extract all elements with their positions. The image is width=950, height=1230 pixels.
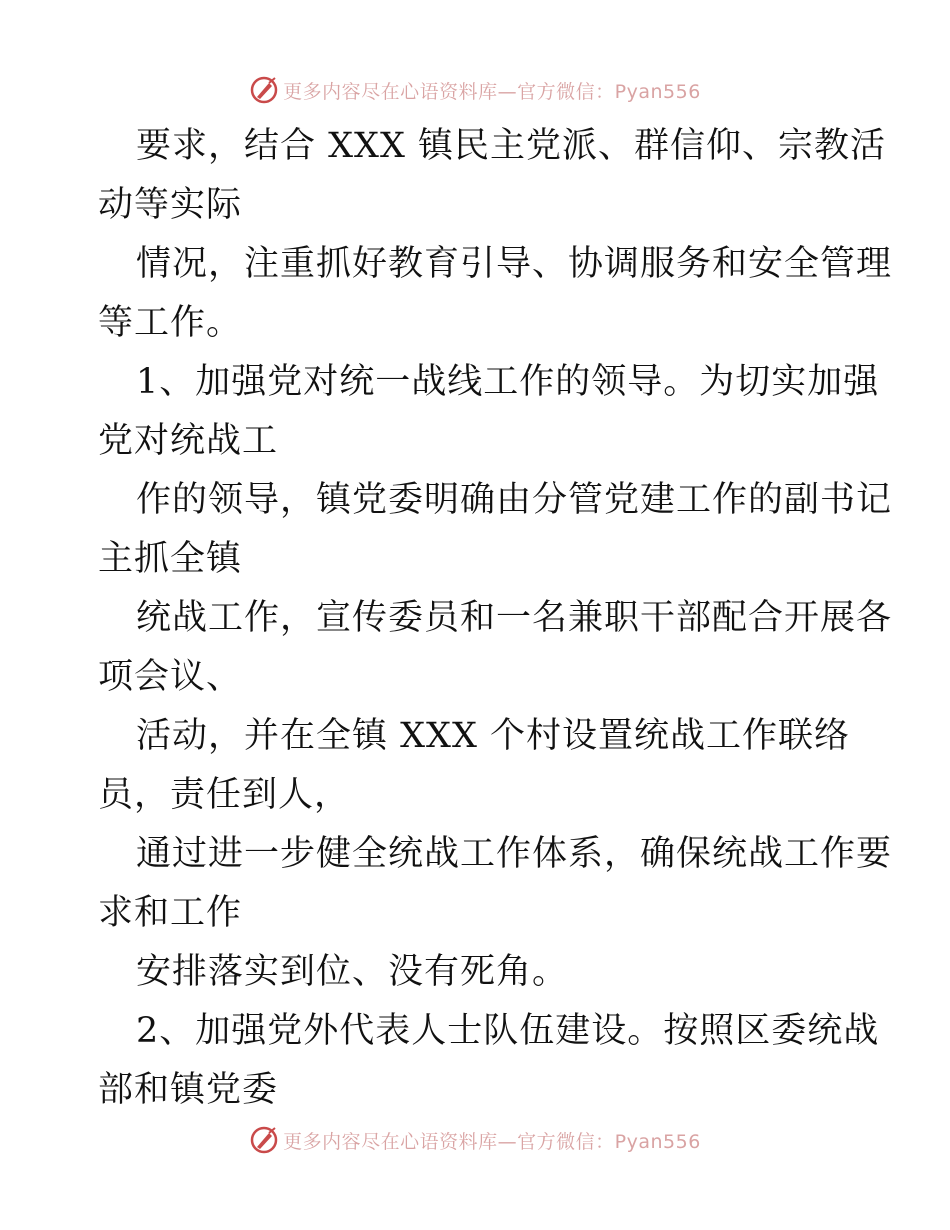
body-line: 项会议、	[98, 657, 243, 697]
quill-logo-icon	[249, 1125, 279, 1155]
document-body	[98, 117, 893, 1120]
body-line: 1、加强党对统一战线工作的领导。为切实加强	[136, 362, 880, 402]
body-line: 部和镇党委	[98, 1070, 279, 1110]
body-line: 活动，并在全镇 XXX 个村设置统战工作联络	[136, 716, 851, 756]
footer-banner-text: 更多内容尽在心语资料库—官方微信：Pyan556	[283, 1130, 701, 1153]
header-banner-text: 更多内容尽在心语资料库—官方微信：Pyan556	[283, 80, 701, 103]
body-line: 员，责任到人，	[98, 775, 351, 815]
body-line: 要求，结合 XXX 镇民主党派、群信仰、宗教活	[136, 126, 887, 166]
quill-logo-icon	[249, 75, 279, 105]
body-line: 求和工作	[98, 893, 243, 933]
body-line: 等工作。	[98, 303, 243, 343]
body-line: 安排落实到位、没有死角。	[136, 952, 569, 992]
header-banner	[0, 70, 950, 110]
body-line: 通过进一步健全统战工作体系，确保统战工作要	[136, 834, 893, 874]
body-line: 2、加强党外代表人士队伍建设。按照区委统战	[136, 1011, 880, 1051]
body-line: 动等实际	[98, 185, 243, 225]
footer-banner	[0, 1120, 950, 1160]
body-line: 作的领导，镇党委明确由分管党建工作的副书记	[136, 480, 893, 520]
body-line: 统战工作，宣传委员和一名兼职干部配合开展各	[136, 598, 893, 638]
body-line: 党对统战工	[98, 421, 279, 461]
body-line: 情况，注重抓好教育引导、协调服务和安全管理	[136, 244, 893, 284]
body-line: 主抓全镇	[98, 539, 243, 579]
